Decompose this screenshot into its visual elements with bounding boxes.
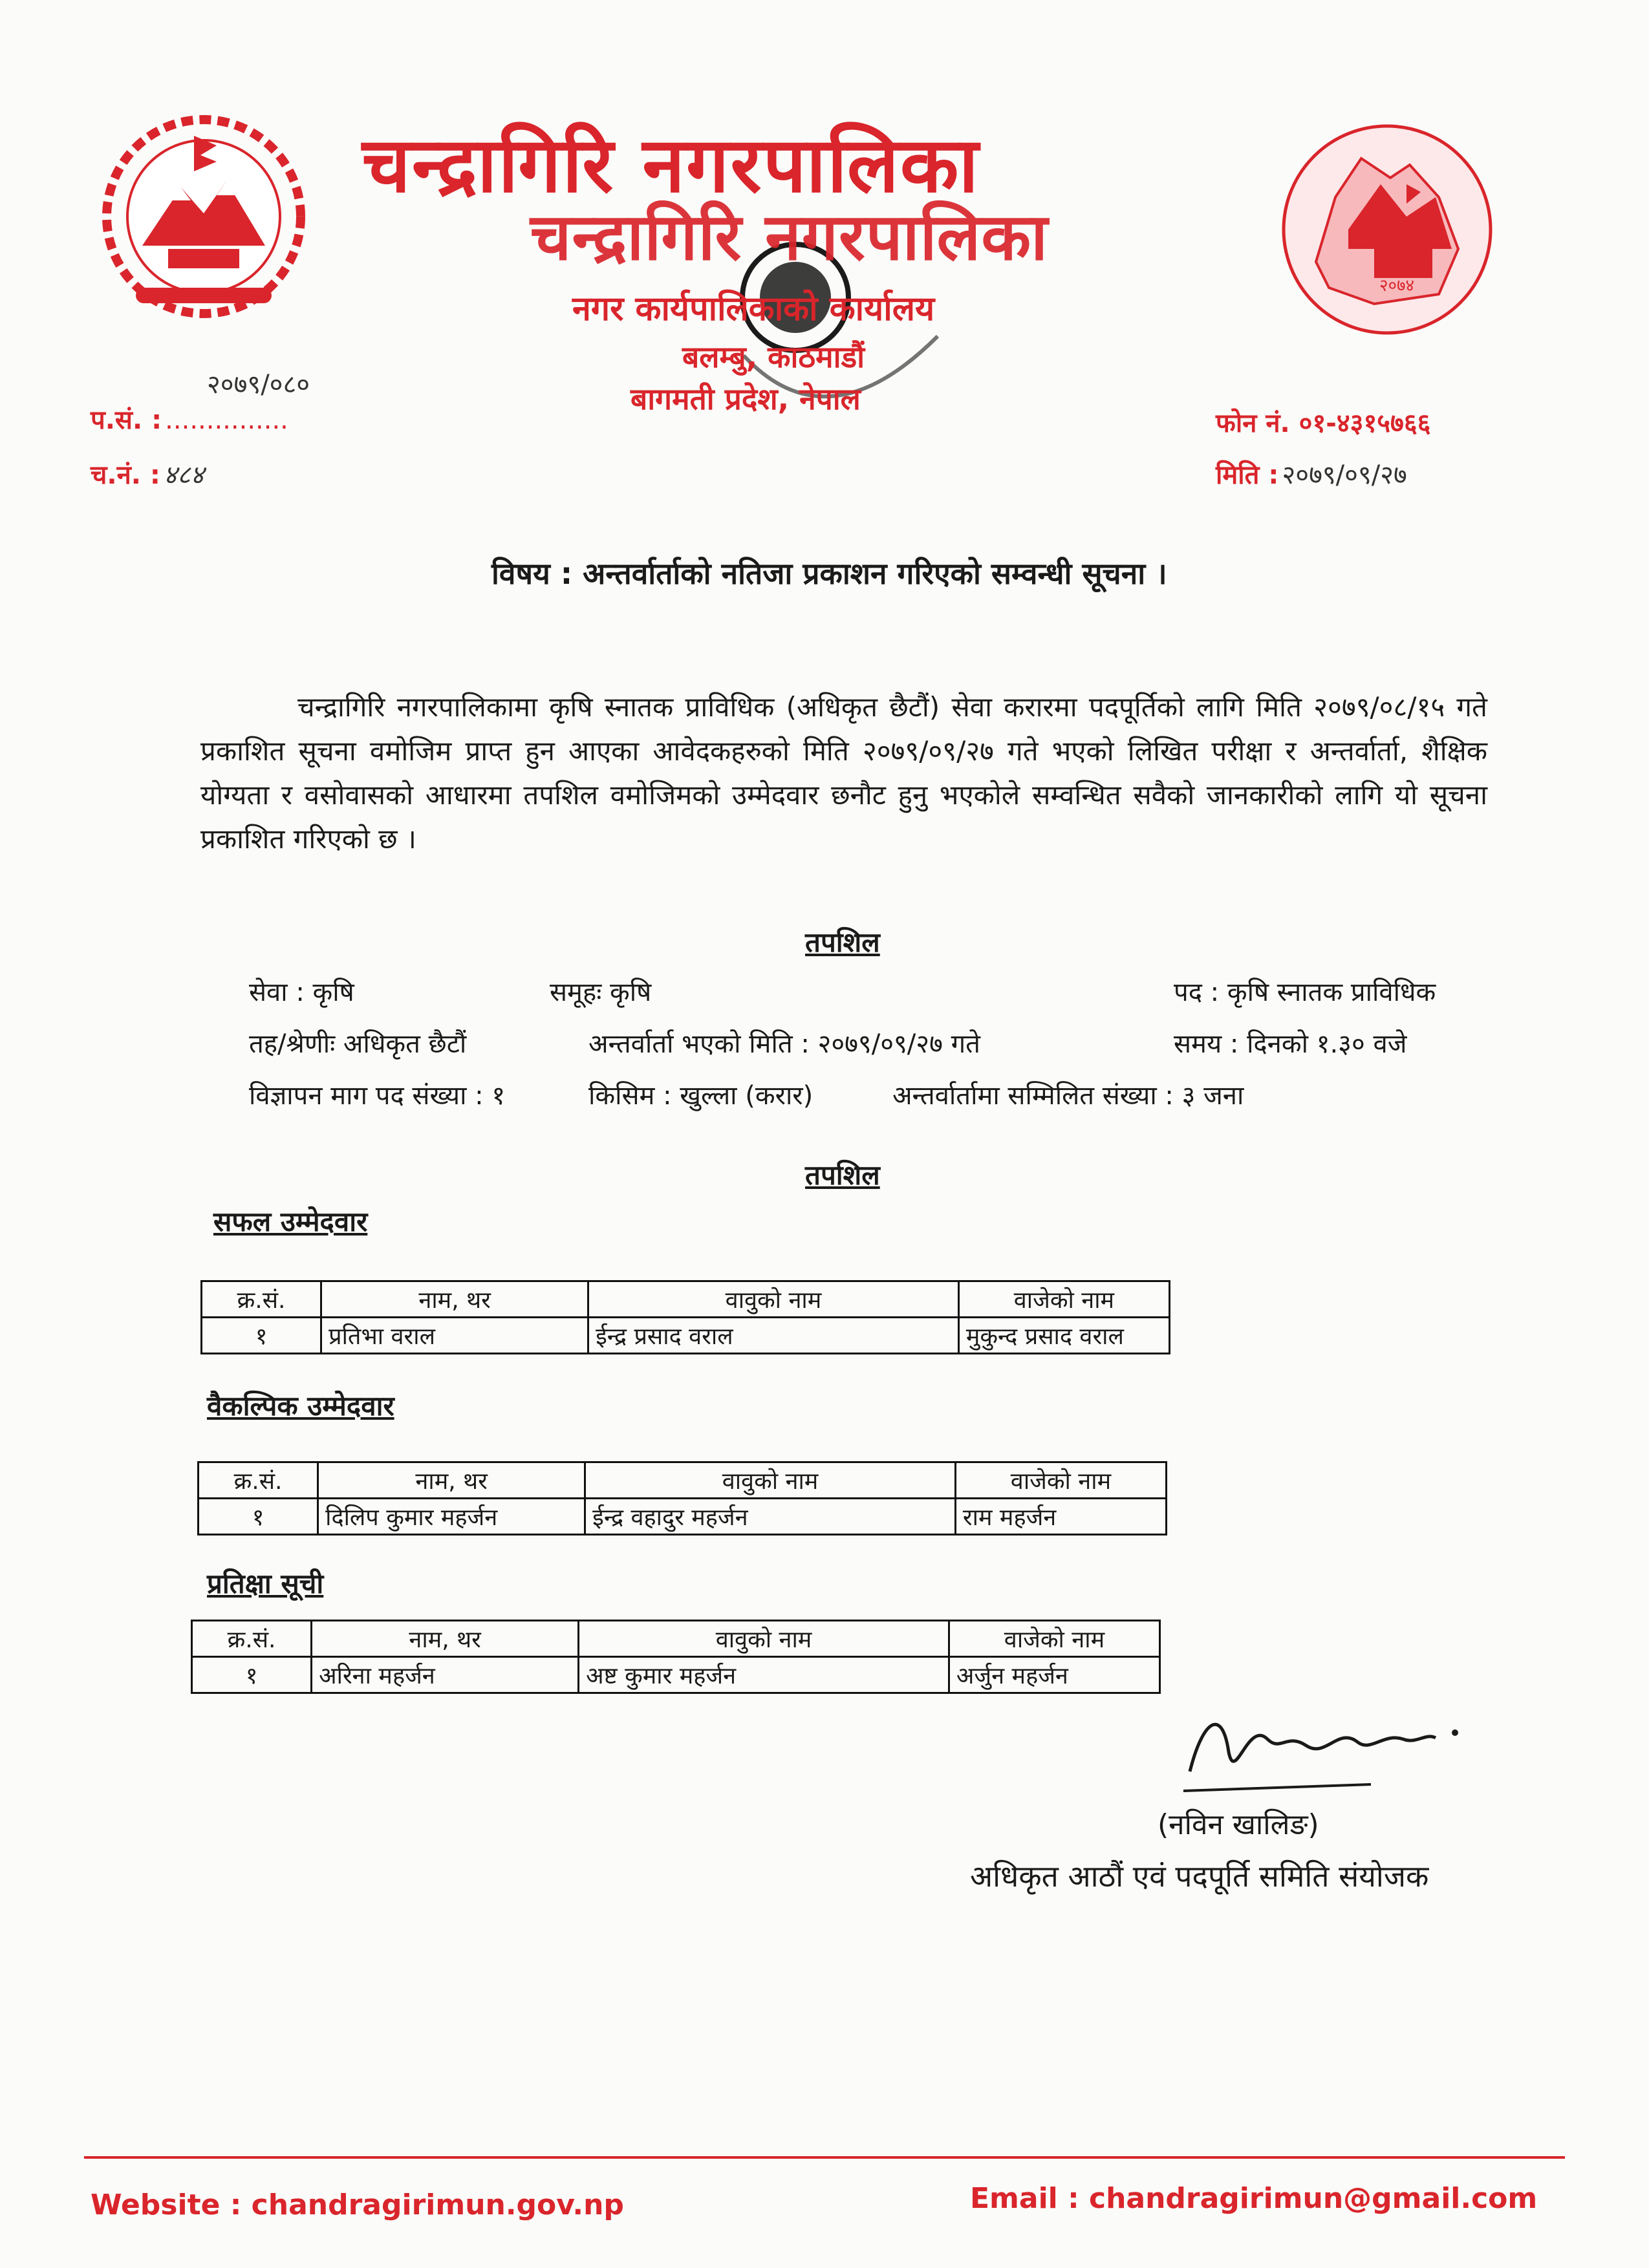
- ref-dots: ...............: [165, 405, 288, 435]
- nepal-emblem-icon: [97, 110, 310, 323]
- col-sn: क्र.सं.: [199, 1462, 318, 1499]
- safal-table: [200, 1280, 1170, 1354]
- address-line-1: बलम्बु, काठमाडौं: [682, 339, 865, 374]
- table-row: [192, 1657, 1160, 1693]
- col-father: वावुको नाम: [588, 1281, 959, 1318]
- cell-name: दिलिप कुमार महर्जन: [318, 1499, 585, 1535]
- dispatch-value: ४८४: [164, 460, 204, 490]
- subject-line: विषय : अन्तर्वार्ताको नतिजा प्रकाशन गरिएको सम्वन्धी सूचना ।: [491, 556, 1167, 591]
- emblem-year: २०७४: [1379, 276, 1415, 295]
- col-father: वावुको नाम: [579, 1621, 949, 1657]
- vaikalpik-table: [197, 1461, 1167, 1535]
- table-header-row: [199, 1462, 1167, 1499]
- tapasil-heading-2: तपशिल: [805, 1159, 880, 1191]
- pratiksha-table: [191, 1620, 1161, 1694]
- table-header-row: [202, 1281, 1170, 1318]
- cell-grandfather: राम महर्जन: [955, 1499, 1166, 1535]
- signer-name: (नविन खालिङ): [1158, 1808, 1319, 1841]
- cell-name: प्रतिभा वराल: [321, 1318, 588, 1354]
- col-name: नाम, थर: [321, 1281, 588, 1318]
- phone-number: फोन नं. ०१-४३१५७६६: [1216, 409, 1431, 438]
- date-label: मिति :: [1216, 460, 1279, 490]
- col-sn: क्र.सं.: [202, 1281, 321, 1318]
- col-grandfather: वाजेको नाम: [958, 1281, 1169, 1318]
- footer-email: Email : chandragirimun@gmail.com: [970, 2182, 1538, 2215]
- ref-label: प.सं. :: [91, 405, 162, 435]
- tapasil-heading-1: तपशिल: [805, 926, 880, 958]
- samuha-field: समूहः कृषि: [550, 978, 652, 1007]
- cell-father: ईन्द्र वहादुर महर्जन: [585, 1499, 956, 1535]
- cell-name: अरिना महर्जन: [312, 1657, 579, 1693]
- col-name: नाम, थर: [318, 1462, 585, 1499]
- dispatch-label: च.नं. :: [91, 460, 160, 490]
- table-header-row: [192, 1621, 1160, 1657]
- col-grandfather: वाजेको नाम: [949, 1621, 1159, 1657]
- office-name: नगर कार्यपालिकाको कार्यालय: [572, 290, 935, 328]
- notice-body: चन्द्रागिरि नगरपालिकामा कृषि स्नातक प्राविधिक (अधिकृत छैटौं) सेवा करारमा पदपूर्तिको लागि मिति २०७९/०८/१५ गते प्रकाशित सूचना वमोजिम प्राप्त हुन आएका आवेदकहरुको मिति २०७९/०९/२७ गते भएको लिखित परीक्षा र अन्तर्वार्ता, शैक्षिक योग्यता र वसोवासको आधारमा तपशिल वमोजिमको उम्मेदवार छनौट हुनु भएकोले सम्वन्धित सवैको जानकारीको लागि यो सूचना प्रकाशित गरिएको छ ।: [200, 691, 1487, 855]
- safal-heading: सफल उम्मेदवार: [213, 1206, 368, 1237]
- footer-website: Website : chandragirimun.gov.np: [91, 2188, 624, 2221]
- signer-designation: अधिकृत आठौं एवं पदपूर्ति समिति संयोजक: [970, 1859, 1429, 1894]
- table-row: [199, 1499, 1167, 1535]
- col-sn: क्र.सं.: [192, 1621, 312, 1657]
- page-title: चन्द्रागिरि नगरपालिका: [362, 120, 980, 209]
- taha-field: तह/श्रेणीः अधिकृत छैटौं: [249, 1029, 467, 1059]
- time-field: समय : दिनको १.३० वजे: [1174, 1029, 1407, 1059]
- cell-father: ईन्द्र प्रसाद वराल: [588, 1318, 959, 1354]
- cell-father: अष्ट कुमार महर्जन: [579, 1657, 949, 1693]
- page-title-echo: चन्द्रागिरि नगरपालिका: [530, 199, 1049, 275]
- kisim-field: किसिम : खुल्ला (करार): [588, 1081, 814, 1111]
- cell-sn: १: [192, 1657, 312, 1693]
- address-line-2: बागमती प्रदेश, नेपाल: [630, 381, 861, 416]
- col-father: वावुको नाम: [585, 1462, 956, 1499]
- ref-value: २०७९/०८०: [207, 370, 310, 400]
- cell-grandfather: अर्जुन महर्जन: [949, 1657, 1159, 1693]
- vigyapan-field: विज्ञापन माग पद संख्या : १: [249, 1081, 506, 1111]
- table-row: [202, 1318, 1170, 1354]
- col-grandfather: वाजेको नाम: [955, 1462, 1166, 1499]
- cell-grandfather: मुकुन्द प्रसाद वराल: [958, 1318, 1169, 1354]
- date-value: २०७९/०९/२७: [1282, 460, 1407, 490]
- vaikalpik-heading: वैकल्पिक उम्मेदवार: [207, 1390, 394, 1422]
- col-name: नाम, थर: [312, 1621, 579, 1657]
- sewa-field: सेवा : कृषि: [249, 978, 354, 1007]
- cell-sn: १: [202, 1318, 321, 1354]
- signature-icon: [1177, 1694, 1474, 1804]
- footer-divider: [84, 2156, 1565, 2159]
- pratiksha-heading: प्रतिक्षा सूची: [207, 1568, 324, 1599]
- municipality-logo-icon: [1277, 120, 1497, 339]
- cell-sn: १: [199, 1499, 318, 1535]
- sammilit-field: अन्तर्वार्तामा सम्मिलित संख्या : ३ जना: [892, 1081, 1244, 1111]
- interview-date-field: अन्तर्वार्ता भएको मिति : २०७९/०९/२७ गते: [588, 1029, 980, 1059]
- pad-field: पद : कृषि स्नातक प्राविधिक: [1174, 978, 1436, 1007]
